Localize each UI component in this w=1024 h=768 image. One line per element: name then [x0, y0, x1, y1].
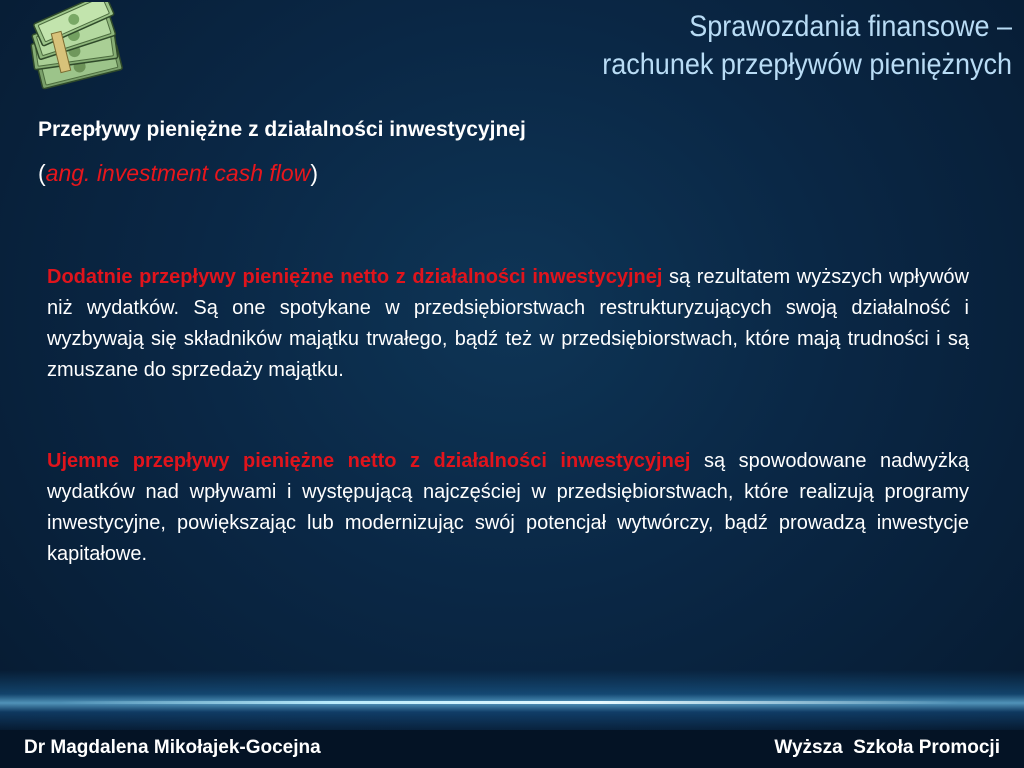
- footer-school: Wyższa Szkoła Promocji: [774, 737, 1000, 758]
- section-heading: Przepływy pieniężne z działalności inwestycyjnej: [38, 118, 526, 141]
- slide-title: [436, 8, 1012, 84]
- section-note: [38, 160, 318, 187]
- note-english-term: ang. investment cash flow: [45, 160, 311, 186]
- paragraph-positive-body: są rezultatem wyższych wpływów niż wydatków. Są one spotykane w przedsiębiorstwach restrukturyzujących swoją działalność i wyzbywają się składników majątku trwałego, bądź też w przedsiębiorstwach, które mają trudności i są zmuszane do sprzedaży majątku.: [47, 266, 969, 381]
- paragraph-positive-flows: [47, 262, 969, 386]
- paragraph-negative-body: są spowodowane nadwyżką wydatków nad wpływami i występującą najczęściej w przedsiębiorstwach, które realizują programy inwestycyjne, powiększając lub modernizując swój potencjał wytwórczy, bądź prowadzą inwestycje kapitałowe.: [47, 450, 969, 565]
- paragraph-negative-flows: [47, 446, 969, 570]
- note-close-paren: ): [310, 160, 318, 186]
- decorative-light-band: [0, 670, 1024, 730]
- slide-title-line-1: Sprawozdania finansowe –: [689, 10, 1012, 43]
- note-open-paren: (: [38, 160, 46, 186]
- decorative-light-line: [60, 701, 960, 704]
- footer-author: Dr Magdalena Mikołajek-Gocejna: [24, 737, 321, 758]
- money-stack-icon: [22, 2, 128, 94]
- paragraph-positive-highlight: Dodatnie przepływy pieniężne netto z działalności inwestycyjnej: [47, 266, 663, 288]
- paragraph-negative-highlight: Ujemne przepływy pieniężne netto z działalności inwestycyjnej: [47, 450, 691, 472]
- slide-title-line-2: rachunek przepływów pieniężnych: [602, 48, 1012, 81]
